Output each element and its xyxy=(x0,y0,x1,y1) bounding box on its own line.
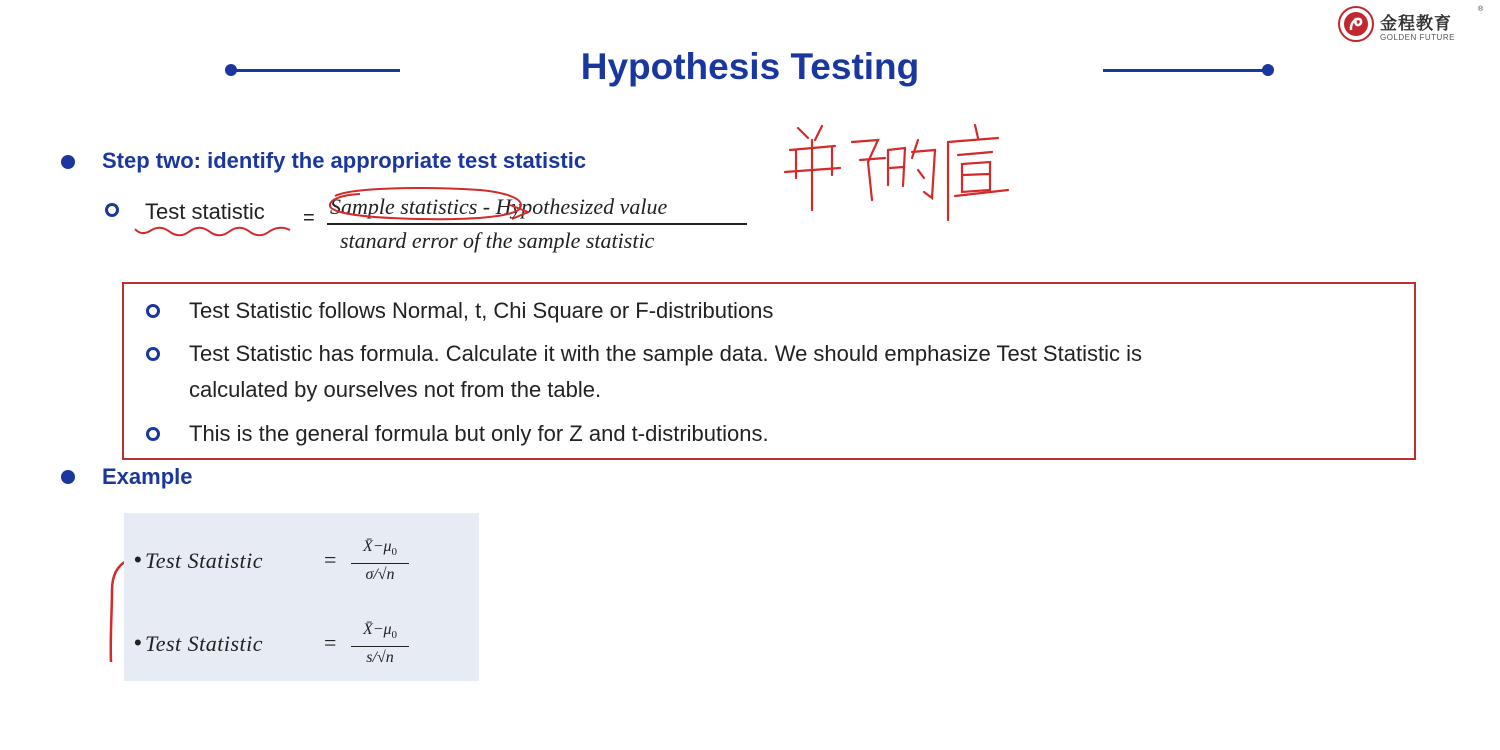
logo-registered-mark: ® xyxy=(1478,6,1484,13)
example-heading: Example xyxy=(102,464,193,489)
handwritten-chinese-note-mark xyxy=(785,125,1008,220)
example-1-numerator-sub: 0 xyxy=(391,546,398,559)
box-item-1: Test Statistic follows Normal, t, Chi Square or F-distributions xyxy=(189,298,774,323)
example-1-equals: = xyxy=(324,547,337,572)
logo-chinese-text: 金程教育 xyxy=(1380,14,1452,34)
formula-equals: = xyxy=(303,207,315,229)
example-1-label: Test Statistic xyxy=(145,548,264,573)
formula-denominator: stanard error of the sample statistic xyxy=(340,228,655,253)
box-item-2: Test Statistic has formula. Calculate it with the sample data. We should emphasize Test Statistic is xyxy=(189,341,1142,366)
example-2-numerator xyxy=(350,621,410,641)
slide-title: Hypothesis Testing xyxy=(580,46,920,87)
example-2-numerator-sub: 0 xyxy=(391,629,398,642)
example-2-fraction-bar xyxy=(351,646,409,647)
example-1-fraction-bar xyxy=(351,563,409,564)
wavy-underline-mark xyxy=(135,228,290,236)
box-item-3: This is the general formula but only for Z and t-distributions. xyxy=(189,421,769,446)
example-2-equals: = xyxy=(324,630,337,655)
box-item-2-continued: calculated by ourselves not from the table. xyxy=(189,377,602,402)
example-2-label: Test Statistic xyxy=(145,631,264,656)
circled-sample-statistics-mark xyxy=(330,188,521,219)
bullet-ring xyxy=(146,304,160,318)
example-bullet: • xyxy=(134,630,142,655)
example-2-numerator-main: X̄−μ xyxy=(362,621,392,638)
bullet-ring xyxy=(146,427,160,441)
logo-english-text: GOLDEN FUTURE xyxy=(1380,33,1455,42)
bullet-ring xyxy=(146,347,160,361)
example-1-numerator xyxy=(350,538,410,558)
example-bullet: • xyxy=(134,547,142,572)
formula-lhs: Test statistic xyxy=(145,199,265,224)
step-two-heading: Step two: identify the appropriate test statistic xyxy=(102,148,587,173)
formula-numerator: Sample statistics - Hypothesized value xyxy=(330,194,668,219)
bullet-dot xyxy=(61,470,75,484)
example-1-denominator: σ/√n xyxy=(365,566,395,583)
example-1-numerator-main: X̄−μ xyxy=(362,538,392,555)
example-2-denominator: s/√n xyxy=(366,649,394,666)
